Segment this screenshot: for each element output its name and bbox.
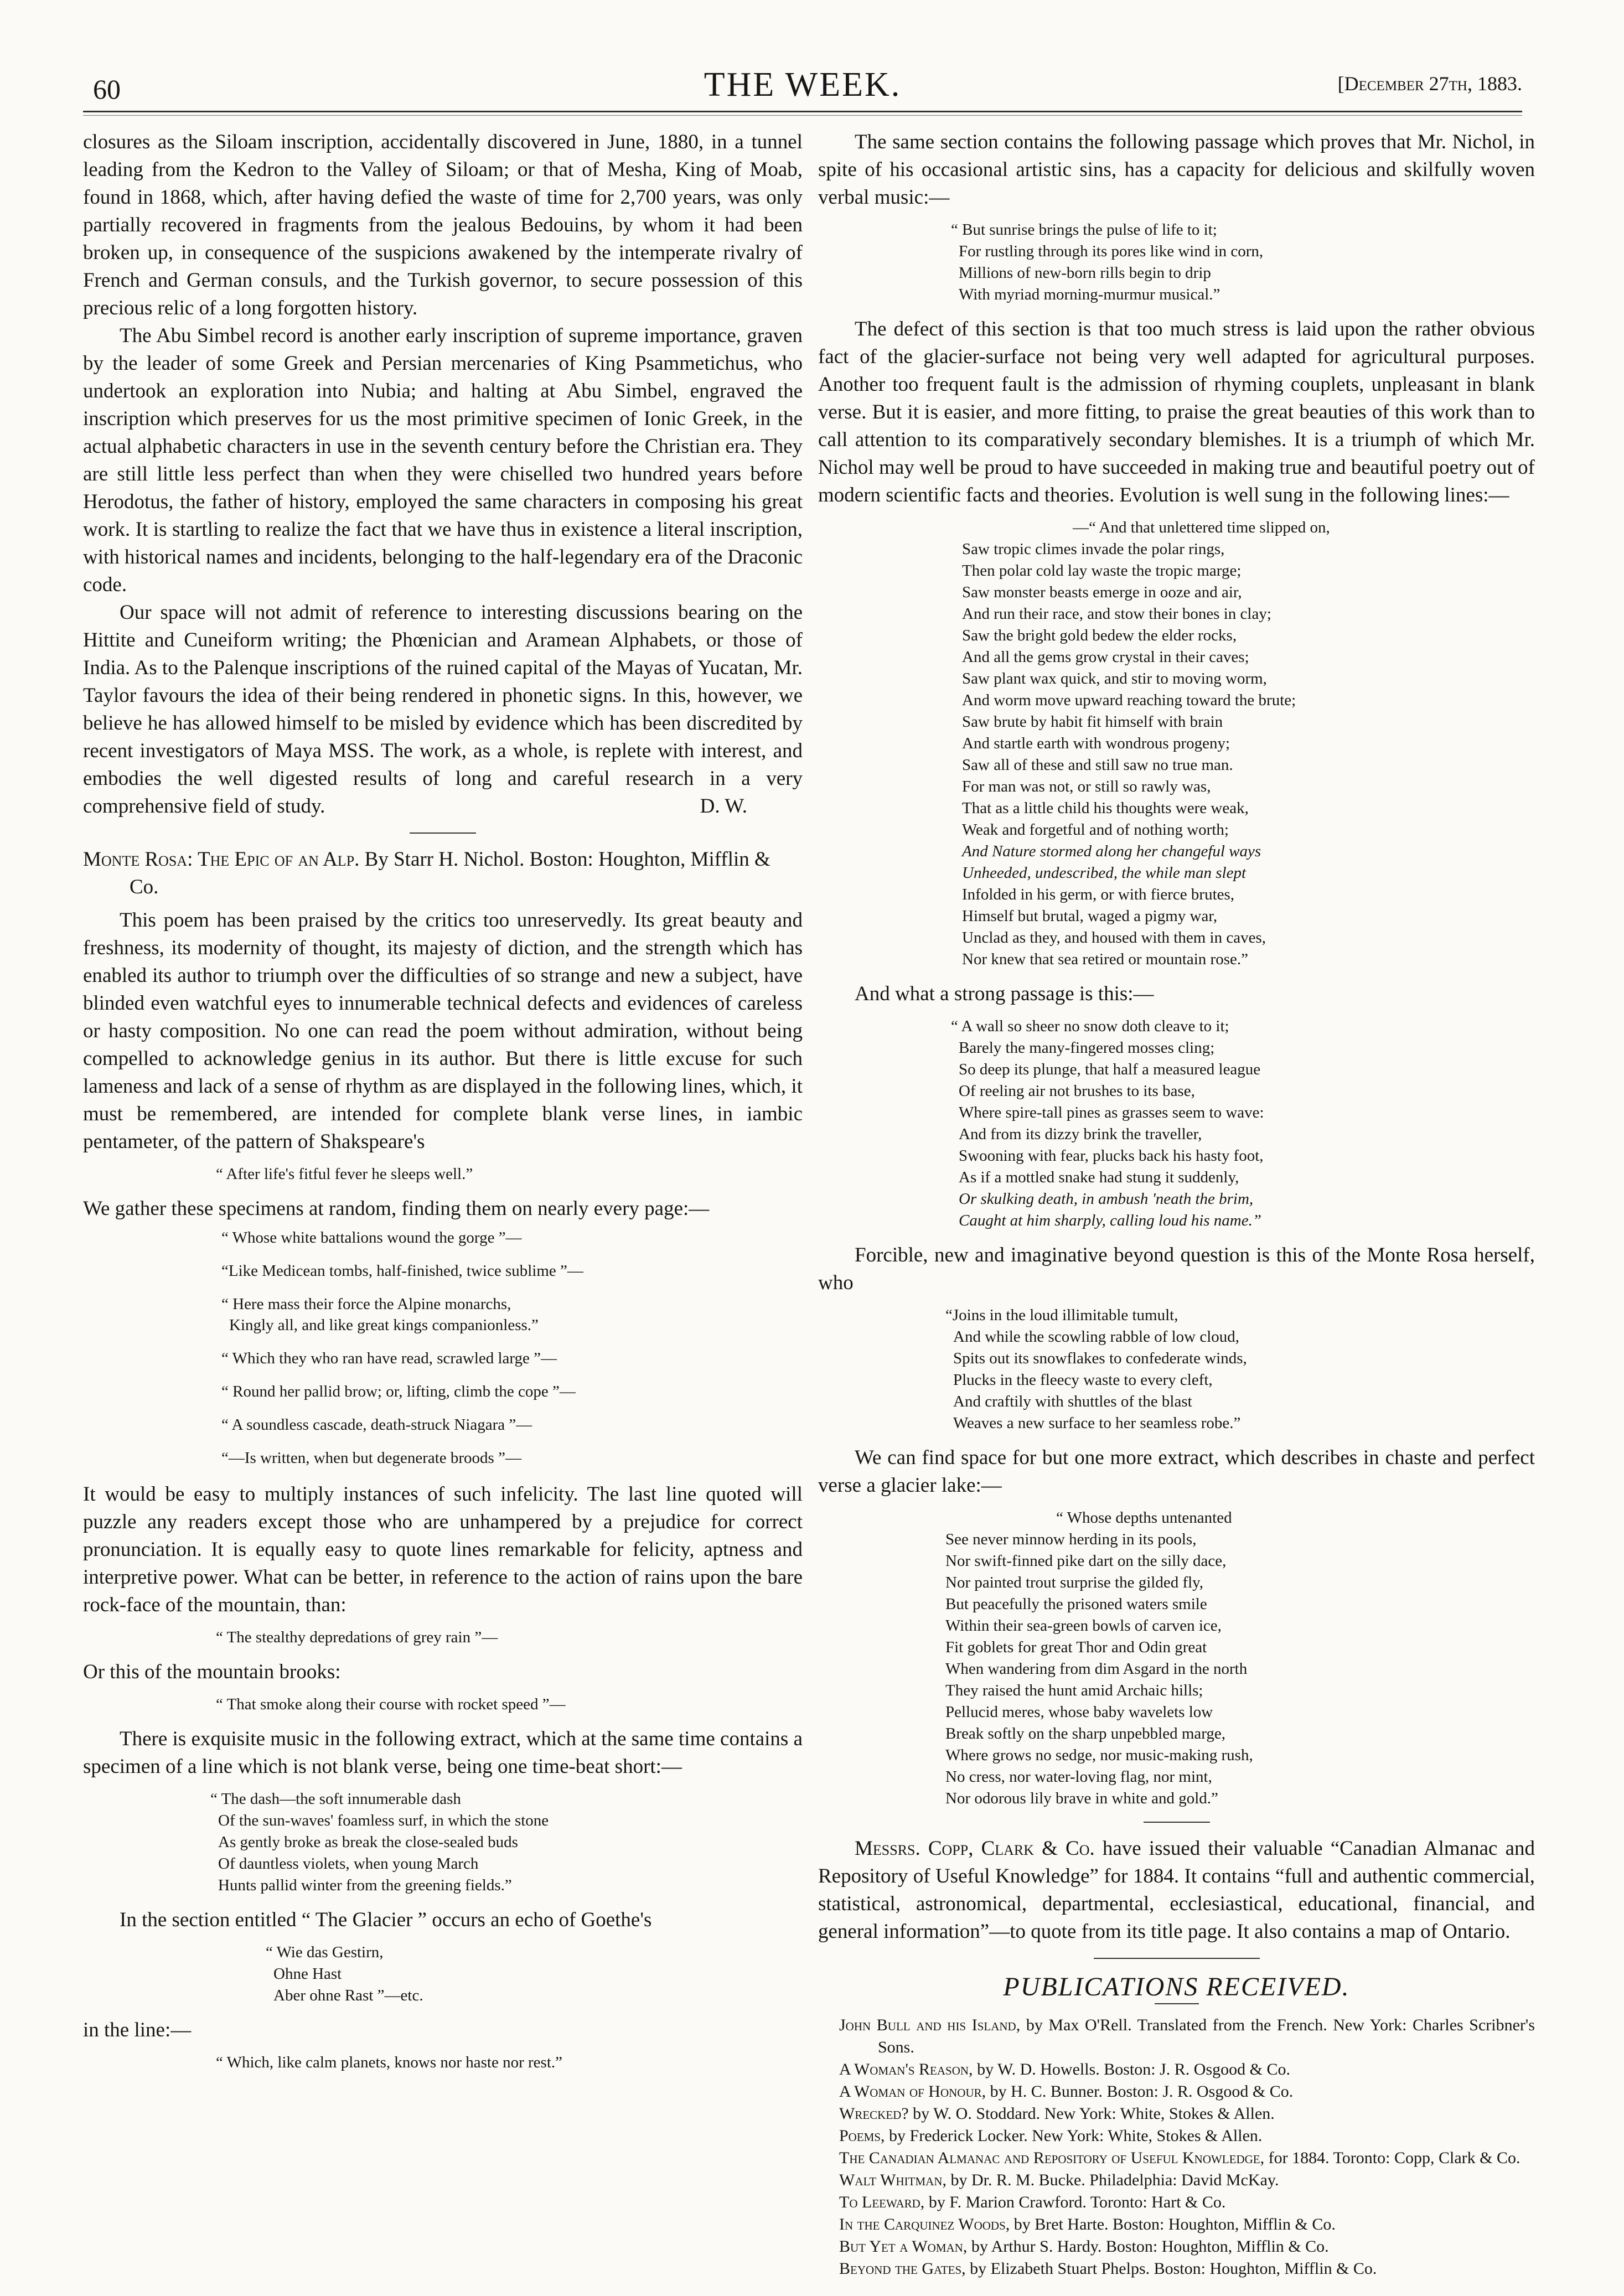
header-rule-thin [83, 115, 1522, 116]
quote-line [216, 1627, 803, 1648]
author-signature: D. W. [700, 795, 747, 818]
quote-line [216, 1694, 803, 1715]
publication-item [839, 2014, 1535, 2059]
heading-underline [1155, 2003, 1199, 2004]
verse-line: And from its dizzy brink the traveller, [959, 1125, 1202, 1143]
review-heading [83, 846, 803, 901]
issue-date: [December 27th, 1883. [1337, 73, 1522, 95]
verse-line: Unheeded, undescribed, the while man slept [962, 864, 1247, 882]
publication-item [839, 2103, 1535, 2125]
specimen-line: “ Whose white battalions wound the gorge ”— [221, 1229, 522, 1247]
quote-line [216, 1163, 803, 1185]
publication-title: Beyond the Gates, [839, 2259, 966, 2278]
verse-block [210, 1788, 803, 1896]
publication-detail: by W. D. Howells. Boston: J. R. Osgood & Co. [977, 2060, 1290, 2078]
left-column [83, 128, 803, 2083]
paragraph-text: have issued their valuable “Canadian Almanac and Repository of Useful Knowledge” for 1884. It contains “full and authentic commercial, statistical, astronomical, departmental, ecclesiastical, educational, financial, and general information”—to quote from its title page. It also contains a map of Ontario. [818, 1837, 1535, 1943]
publication-title: To Leeward, [839, 2193, 925, 2211]
verse-line: Spits out its snowflakes to confederate winds, [953, 1349, 1247, 1367]
paragraph: In the section entitled “ The Glacier ” occurs an echo of Goethe's [120, 1909, 652, 1931]
publication-detail: by H. C. Bunner. Boston: J. R. Osgood & Co. [990, 2082, 1294, 2101]
verse-block [951, 1016, 1535, 1232]
verse-line: “Joins in the loud illimitable tumult, [945, 1306, 1178, 1324]
verse-line: With myriad morning-murmur musical.” [959, 286, 1220, 303]
verse-line: Within their sea-green bowls of carven ice, [945, 1617, 1222, 1635]
verse-line: So deep its plunge, that half a measured league [959, 1061, 1261, 1078]
paragraph: Forcible, new and imaginative beyond question is this of the Monte Rosa herself, who [818, 1244, 1535, 1294]
specimen-line: Kingly all, and like great kings companionless.” [229, 1316, 539, 1334]
verse-line: Break softly on the sharp unpebbled marge, [945, 1725, 1226, 1742]
review-meta: By Starr H. Nichol. Boston: Houghton, Mifflin & Co. [130, 848, 770, 898]
verse-line: Pellucid meres, whose baby wavelets low [945, 1703, 1213, 1721]
verse-line: —“ And that unlettered time slipped on, [1073, 519, 1330, 536]
verse-line: “ A wall so sheer no snow doth cleave to it; [951, 1017, 1229, 1035]
verse-line: Where spire-tall pines as grasses seem to wave: [959, 1104, 1264, 1121]
verse-line: Saw tropic climes invade the polar rings, [962, 540, 1225, 558]
publication-item [839, 2081, 1535, 2103]
paragraph: And what a strong passage is this:— [855, 982, 1154, 1005]
publication-title: But Yet a Woman, [839, 2237, 968, 2256]
review-title: Monte Rosa: The Epic of an Alp. [83, 848, 360, 871]
section-divider [410, 832, 476, 834]
publication-title: In the Carquinez Woods, [839, 2215, 1010, 2233]
publication-item [839, 2191, 1535, 2214]
verse-line: See never minnow herding in its pools, [945, 1530, 1197, 1548]
verse-line: Nor knew that sea retired or mountain rose.” [962, 950, 1248, 968]
verse-line: And worm move upward reaching toward the brute; [962, 691, 1296, 709]
verse-line: Of reeling air not brushes to its base, [959, 1082, 1195, 1100]
verse-line: “ But sunrise brings the pulse of life to it; [951, 221, 1217, 239]
specimen-line: “ Round her pallid brow; or, lifting, climb the cope ”— [221, 1383, 576, 1400]
publication-item [839, 2258, 1535, 2280]
paragraph: The Abu Simbel record is another early inscription of supreme importance, graven by the leader of some Greek and Persian mercenaries of King Psammetichus, who undertook an exploration into Nubia; and halting at Abu Simbel, engraved the inscription which preserves for us the most primitive specimen of Ionic Greek, in the actual alphabetic characters in use in the seventh century before the Christian era. They are still little less perfect than when they were chiselled two hundred years before Herodotus, the father of history, employed the same characters in composing his great work. It is startling to realize the fact that we have thus in existence a literal inscription, with historical names and incidents, belonging to the half-legendary era of the Draconic code. [83, 324, 803, 596]
verse-line: Saw brute by habit fit himself with brain [962, 713, 1223, 731]
verse-line: Unclad as they, and housed with them in caves, [962, 929, 1266, 947]
verse-line: Plucks in the fleecy waste to every cleft, [953, 1371, 1213, 1389]
publication-title: Wrecked? [839, 2104, 909, 2123]
publication-title: Walt Whitman, [839, 2171, 947, 2189]
publication-detail: by Dr. R. M. Bucke. Philadelphia: David McKay. [950, 2171, 1279, 2189]
verse-block [962, 517, 1535, 970]
verse-line: Nor swift-finned pike dart on the silly dace, [945, 1552, 1227, 1570]
publication-item [839, 2059, 1535, 2081]
publication-title: Poems, [839, 2127, 885, 2145]
verse-line: Aber ohne Rast ”—etc. [273, 1987, 423, 2004]
verse-line: “ The dash—the soft innumerable dash [210, 1790, 461, 1808]
verse-line: Saw the bright gold bedew the elder rocks, [962, 627, 1237, 644]
paragraph: We gather these specimens at random, finding them on nearly every page:— [83, 1197, 710, 1220]
verse-line: “ After life's fitful fever he sleeps well.” [216, 1165, 473, 1183]
verse-line: But peacefully the prisoned waters smile [945, 1595, 1207, 1613]
verse-line: Millions of new-born rills begin to drip [959, 264, 1211, 282]
verse-line: “ That smoke along their course with rocket speed ”— [216, 1695, 566, 1713]
specimen-list [221, 1227, 803, 1468]
specimen-line: “ A soundless cascade, death-struck Niagara ”— [221, 1416, 532, 1434]
quote-line [216, 2052, 803, 2073]
paragraph: The defect of this section is that too much stress is laid upon the rather obvious fact of the glacier-surface not being very well adapted for agricultural purposes. Another too frequent fault is the admission of rhyming couplets, unpleasant in blank verse. But it is easier, and more fitting, to praise the great beauties of this work than to call attention to its comparatively secondary blemishes. It is a triumph of which Mr. Nichol may well be proud to have succeeded in making true and beautiful poetry out of modern scientific facts and theories. Evolution is well sung in the following lines:— [818, 318, 1535, 506]
publications-heading: PUBLICATIONS RECEIVED. [1003, 1972, 1350, 2002]
publication-title: The Canadian Almanac and Repository of Useful Knowledge, [839, 2149, 1265, 2167]
verse-line: Nor painted trout surprise the gilded fly, [945, 1574, 1204, 1591]
publication-detail: by Bret Harte. Boston: Houghton, Mifflin & Co. [1013, 2215, 1336, 2233]
verse-line: Weaves a new surface to her seamless robe.” [953, 1414, 1241, 1432]
page-number: 60 [93, 74, 121, 105]
publication-detail: by Arthur S. Hardy. Boston: Houghton, Mifflin & Co. [971, 2237, 1329, 2256]
verse-line: That as a little child his thoughts were weak, [962, 799, 1249, 817]
verse-line: Fit goblets for great Thor and Odin great [945, 1638, 1207, 1656]
verse-line: Saw monster beasts emerge in ooze and air, [962, 583, 1242, 601]
verse-line: Ohne Hast [273, 1965, 342, 1983]
verse-line: “ Which, like calm planets, knows nor haste nor rest.” [216, 2054, 563, 2071]
verse-line: And startle earth with wondrous progeny; [962, 735, 1230, 752]
publication-title: A Woman's Reason, [839, 2060, 973, 2078]
verse-block [266, 1942, 803, 2007]
paragraph: We can find space for but one more extract, which describes in chaste and perfect verse a glacier lake:— [818, 1446, 1535, 1497]
verse-line: And run their race, and stow their bones in clay; [962, 605, 1271, 623]
verse-line: Himself but brutal, waged a pigmy war, [962, 907, 1218, 925]
verse-line: And all the gems grow crystal in their caves; [962, 648, 1249, 666]
verse-line: “ Wie das Gestirn, [266, 1943, 384, 1961]
specimen-line: “Like Medicean tombs, half-finished, twice sublime ”— [221, 1262, 583, 1280]
publication-detail: by Frederick Locker. New York: White, Stokes & Allen. [889, 2127, 1263, 2145]
publication-detail: by W. O. Stoddard. New York: White, Stokes & Allen. [913, 2104, 1275, 2123]
paragraph [818, 1835, 1535, 1946]
verse-line: Infolded in his germ, or with fierce brutes, [962, 886, 1235, 903]
verse-line: They raised the hunt amid Archaic hills; [945, 1682, 1203, 1699]
publications-list [839, 2014, 1535, 2280]
verse-line: Nor odorous lily brave in white and gold.” [945, 1790, 1218, 1807]
verse-block [945, 1507, 1535, 1809]
paragraph: It would be easy to multiply instances of such infelicity. The last line quoted will puzzle any readers except those who are unhampered by a prejudice for correct pronunciation. It is equally easy to quote lines remarkable for felicity, aptness and interpretive power. What can be better, in reference to the action of rains upon the bare rock-face of the mountain, than: [83, 1483, 803, 1616]
publication-detail: by Max O'Rell. Translated from the French. New York: Charles Scribner's Sons. [878, 2016, 1535, 2056]
publication-item [839, 2125, 1535, 2147]
publication-item [839, 2169, 1535, 2191]
verse-line: Where grows no sedge, nor music-making rush, [945, 1746, 1253, 1764]
verse-line: Saw all of these and still saw no true man. [962, 756, 1233, 774]
verse-line: Hunts pallid winter from the greening fields.” [218, 1876, 512, 1894]
paragraph: This poem has been praised by the critics too unreservedly. Its great beauty and freshness, its modernity of thought, its majesty of diction, and the strength which has enabled its author to triumph over the difficulties of so strange and new a subject, have blinded even watchful eyes to innumerable technical defects and evidences of careless or hasty composition. No one can read the poem without admiration, without being compelled to acknowledge genius in its author. But there is little excuse for such lameness and lack of a sense of rhythm as are displayed in the following lines, which, it must be remembered, are intended for complete blank verse lines, in iambic pentameter, of the pattern of Shakspeare's [83, 909, 803, 1153]
verse-line: For rustling through its pores like wind in corn, [959, 242, 1264, 260]
specimen-line: “—Is written, when but degenerate broods ”— [221, 1449, 521, 1467]
section-divider [1094, 1958, 1260, 1959]
verse-line: Or skulking death, in ambush 'neath the brim, [959, 1190, 1254, 1208]
paragraph-text: Our space will not admit of reference to interesting discussions bearing on the Hittite and Cuneiform writing; the Phœnician and Aramean Alphabets, or those of India. As to the Palenque inscriptions of the ruined capital of the Mayas of Yucatan, Mr. Taylor favours the idea of their being rendered in phonetic signs. In this, however, we believe he has allowed himself to be misled by evidence which has been discredited by recent investigators of Maya MSS. The work, as a whole, is replete with interest, and embodies the well digested results of long and careful research in a very comprehensive field of study. [83, 601, 803, 818]
specimen-line: “ Which they who ran have read, scrawled large ”— [221, 1349, 557, 1367]
right-column [818, 128, 1535, 2280]
publication-detail: by F. Marion Crawford. Toronto: Hart & Co. [928, 2193, 1226, 2211]
verse-line: Swooning with fear, plucks back his hasty foot, [959, 1147, 1264, 1165]
verse-line: Barely the many-fingered mosses cling; [959, 1039, 1215, 1057]
verse-block [945, 1305, 1535, 1434]
publisher-name: Messrs. Copp, Clark & Co. [855, 1837, 1095, 1860]
verse-line: And while the scowling rabble of low cloud, [953, 1328, 1240, 1346]
publication-detail: for 1884. Toronto: Copp, Clark & Co. [1268, 2149, 1520, 2167]
verse-line: Of dauntless violets, when young March [218, 1855, 479, 1873]
paragraph: The same section contains the following passage which proves that Mr. Nichol, in spite of his occasional artistic sins, has a capacity for delicious and skilfully woven verbal music:— [818, 131, 1535, 209]
verse-line: Weak and forgetful and of nothing worth; [962, 821, 1229, 839]
verse-line: As if a mottled snake had stung it suddenly, [959, 1168, 1239, 1186]
publication-item [839, 2147, 1535, 2169]
verse-line: And Nature stormed along her changeful ways [962, 842, 1261, 860]
specimen-line: “ Here mass their force the Alpine monarchs, [221, 1295, 511, 1313]
section-divider [1144, 1822, 1210, 1823]
page-header [83, 65, 1522, 110]
publication-detail: by Elizabeth Stuart Phelps. Boston: Houghton, Mifflin & Co. [970, 2259, 1377, 2278]
verse-line: And craftily with shuttles of the blast [953, 1393, 1192, 1410]
verse-line: Of the sun-waves' foamless surf, in which the stone [218, 1812, 549, 1829]
paragraph: There is exquisite music in the following extract, which at the same time contains a specimen of a line which is not blank verse, being one time-beat short:— [83, 1728, 803, 1778]
verse-line: For man was not, or still so rawly was, [962, 778, 1211, 795]
publication-title: John Bull and his Island, [839, 2016, 1021, 2034]
header-rule [83, 111, 1522, 112]
paragraph: Or this of the mountain brooks: [83, 1661, 341, 1683]
paragraph: in the line:— [83, 2019, 192, 2041]
publication-item [839, 2214, 1535, 2236]
verse-block [951, 219, 1535, 306]
verse-line: When wandering from dim Asgard in the north [945, 1660, 1248, 1678]
verse-line: “ Whose depths untenanted [1056, 1509, 1232, 1527]
verse-line: Then polar cold lay waste the tropic marge; [962, 562, 1242, 580]
verse-line: Saw plant wax quick, and stir to moving worm, [962, 670, 1267, 687]
paragraph: closures as the Siloam inscription, accidentally discovered in June, 1880, in a tunnel leading from the Kedron to the Valley of Siloam; or that of Mesha, King of Moab, found in 1868, which, after having defied the waste of time for 2,700 years, was only partially recovered in fragments from the jealous Bedouins, by whom it had been broken up, in consequence of the suspicions awakened by the intemperate rivalry of French and German consuls, and the Turkish governor, to secure possession of this precious relic of a long forgotten history. [83, 131, 803, 319]
verse-line: As gently broke as break the close-sealed buds [218, 1833, 518, 1851]
publication-item [839, 2236, 1535, 2258]
publication-title: A Woman of Honour, [839, 2082, 986, 2101]
verse-line: “ The stealthy depredations of grey rain ”— [216, 1628, 498, 1646]
verse-line: Caught at him sharply, calling loud his name.” [959, 1212, 1261, 1229]
masthead-title: THE WEEK. [704, 66, 902, 104]
paragraph [83, 599, 803, 820]
verse-line: No cress, nor water-loving flag, nor mint, [945, 1768, 1212, 1786]
